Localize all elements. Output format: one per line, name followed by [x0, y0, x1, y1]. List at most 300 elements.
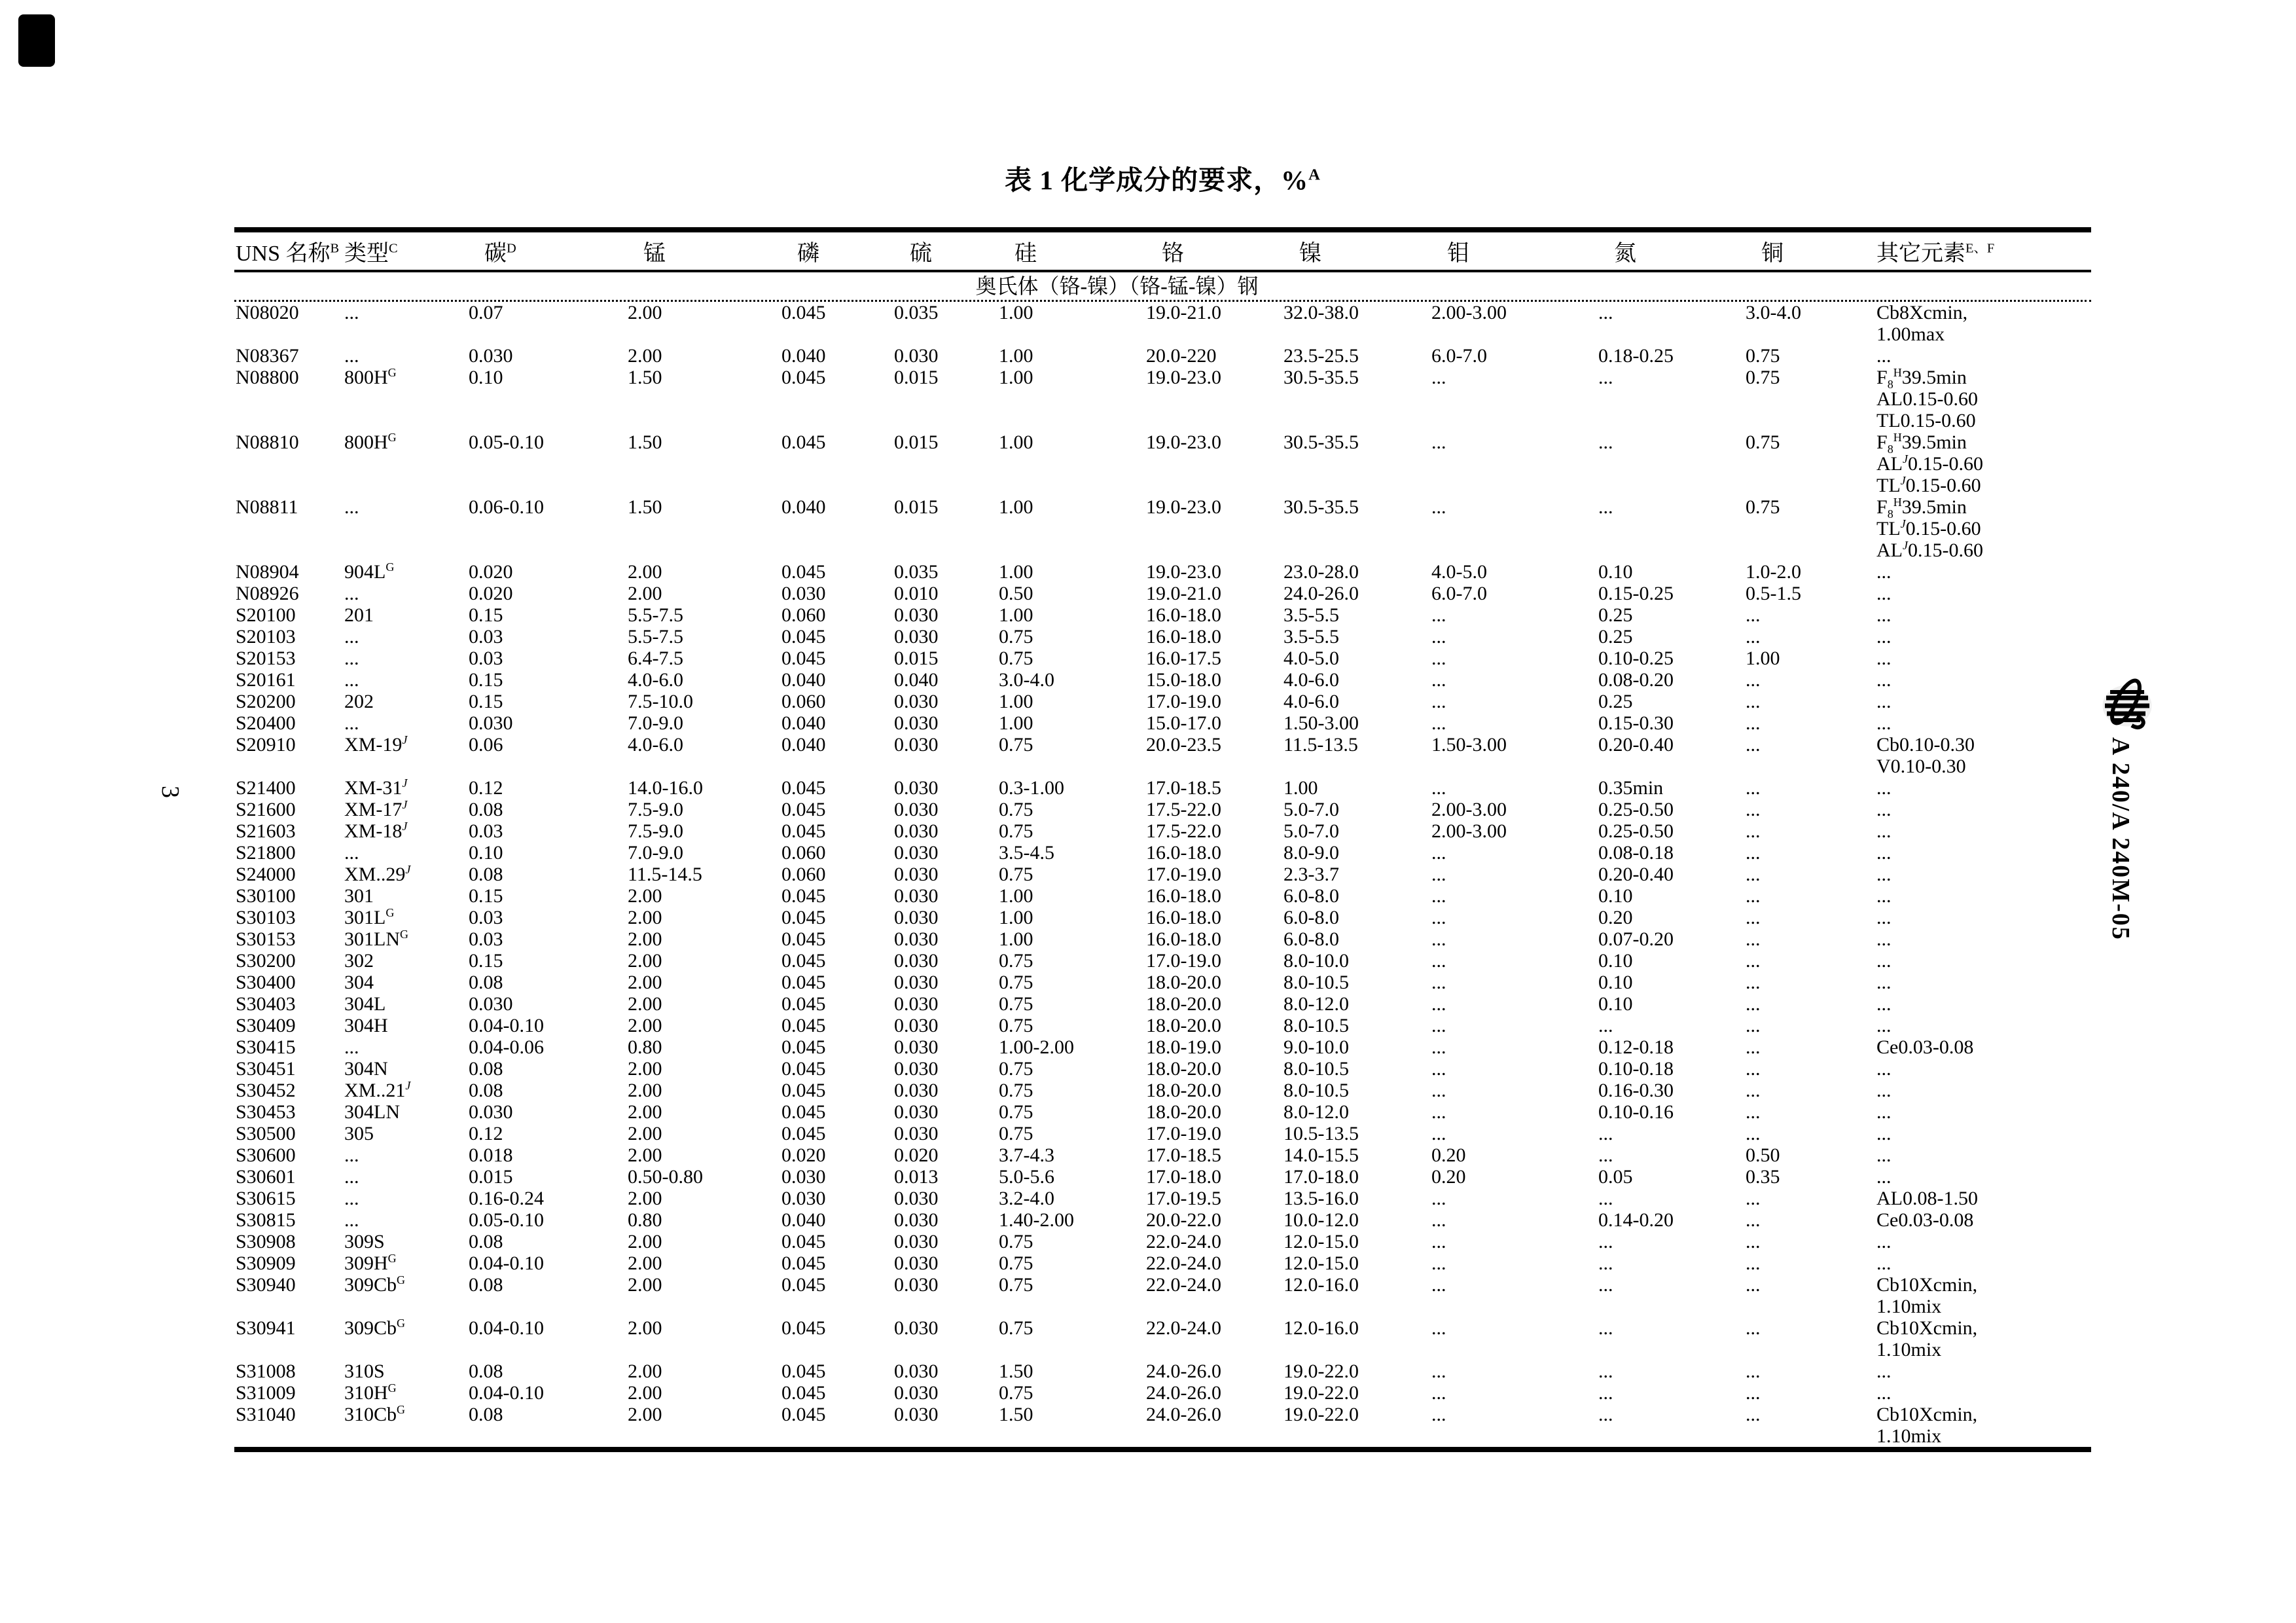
- cell: 24.0-26.0: [1283, 583, 1359, 604]
- cell: ...: [1431, 1101, 1446, 1123]
- cell: 5.5-7.5: [628, 604, 683, 626]
- column-header: 硫: [910, 242, 932, 266]
- cell: ...: [1746, 604, 1761, 626]
- cell: 7.5-9.0: [628, 820, 683, 842]
- cell: ...: [1431, 367, 1446, 388]
- cell: 0.045: [781, 799, 826, 820]
- cell: ...: [1431, 1252, 1446, 1274]
- cell: ...: [1431, 1015, 1446, 1036]
- cell: 0.15: [469, 950, 503, 972]
- cell: [997, 539, 1145, 561]
- cell: 0.030: [894, 626, 939, 647]
- cell: [780, 1296, 893, 1317]
- cell: $800H^G$: [344, 366, 397, 388]
- cell: 2.00: [628, 1080, 662, 1101]
- table-row: [234, 1382, 2091, 1404]
- cell: 18.0-19.0: [1146, 1036, 1221, 1058]
- cell: 0.010: [894, 583, 939, 604]
- cell: 1.00: [999, 302, 1033, 323]
- cell: 17.0-18.5: [1146, 777, 1221, 799]
- cell: $800H^G$: [344, 431, 397, 453]
- cell: 22.0-24.0: [1146, 1231, 1221, 1252]
- cell: [1597, 475, 1744, 496]
- cell: 12.0-16.0: [1283, 1317, 1359, 1339]
- cell: [343, 453, 467, 475]
- cell: 19.0-22.0: [1283, 1382, 1359, 1404]
- cell: 7.0-9.0: [628, 712, 683, 734]
- cell: [893, 453, 997, 475]
- cell: 1.50-3.00: [1431, 734, 1507, 756]
- cell: 4.0-6.0: [1283, 691, 1339, 712]
- cell: 0.045: [781, 928, 826, 950]
- cell: ...: [1876, 647, 1892, 669]
- table-row: [234, 1015, 2091, 1036]
- cell: [1597, 1296, 1744, 1317]
- cell: 0.040: [781, 345, 826, 367]
- cell: S20400: [236, 712, 296, 734]
- table-row: [234, 734, 2091, 756]
- cell: 0.030: [894, 1252, 939, 1274]
- cell: Cb8Xcmin,: [1876, 302, 1968, 323]
- cell: 16.0-18.0: [1146, 907, 1221, 928]
- cell: [467, 539, 626, 561]
- cell: $309Cb^G$: [344, 1273, 406, 1296]
- cell: 6.4-7.5: [628, 647, 683, 669]
- cell: [893, 1296, 997, 1317]
- table-row: [234, 453, 2091, 475]
- cell: 1.00max: [1876, 323, 1945, 345]
- cell: 0.030: [894, 604, 939, 626]
- cell: [1430, 518, 1597, 539]
- cell: ...: [1746, 993, 1761, 1015]
- cell: ...: [1431, 842, 1446, 864]
- cell: 2.00-3.00: [1431, 820, 1507, 842]
- cell: [780, 1425, 893, 1447]
- cell: 4.0-6.0: [628, 669, 683, 691]
- cell: 22.0-24.0: [1146, 1274, 1221, 1296]
- cell: ...: [1746, 928, 1761, 950]
- cell: 0.20-0.40: [1598, 864, 1674, 885]
- cell: 1.10mix: [1876, 1425, 1942, 1447]
- cell: 0.060: [781, 842, 826, 864]
- table-row: [234, 323, 2091, 345]
- cell: [997, 475, 1145, 496]
- cell: ...: [1876, 993, 1892, 1015]
- cell: 0.05-0.10: [469, 431, 544, 453]
- cell: 3.2-4.0: [999, 1188, 1054, 1209]
- cell: 9.0-10.0: [1283, 1036, 1349, 1058]
- cell: 0.10: [1598, 972, 1633, 993]
- cell: S30601: [236, 1166, 296, 1188]
- cell: 22.0-24.0: [1146, 1317, 1221, 1339]
- table-row: [234, 583, 2091, 604]
- cell: [997, 1425, 1145, 1447]
- cell: ...: [1746, 820, 1761, 842]
- cell: ...: [1431, 496, 1446, 518]
- cell: [343, 518, 467, 539]
- cell: [780, 518, 893, 539]
- cell: 310S: [344, 1360, 385, 1382]
- cell: [1282, 453, 1430, 475]
- cell: 16.0-18.0: [1146, 604, 1221, 626]
- table-row: [234, 475, 2091, 496]
- cell: 0.15-0.30: [1598, 712, 1674, 734]
- cell: 17.0-19.0: [1146, 1123, 1221, 1144]
- cell: [626, 453, 780, 475]
- cell: 0.045: [781, 1317, 826, 1339]
- cell: 0.05: [1598, 1166, 1633, 1188]
- table-row: [234, 302, 2091, 323]
- cell: 0.20: [1431, 1166, 1466, 1188]
- cell: $XM-17^J$: [344, 798, 408, 820]
- cell: [997, 410, 1145, 431]
- cell: ...: [344, 302, 359, 323]
- cell: [893, 388, 997, 410]
- cell: 1.50: [628, 431, 662, 453]
- cell: 2.00: [628, 1274, 662, 1296]
- cell: ...: [1431, 1209, 1446, 1231]
- cell: ...: [1431, 907, 1446, 928]
- cell: [1597, 453, 1744, 475]
- cell: 0.75: [999, 1058, 1033, 1080]
- cell: [343, 539, 467, 561]
- cell: N08800: [236, 367, 299, 388]
- cell: 1.50: [999, 1404, 1033, 1425]
- cell: 6.0-7.0: [1431, 583, 1487, 604]
- cell: 0.040: [894, 669, 939, 691]
- cell: 0.030: [894, 1188, 939, 1209]
- cell: 13.5-16.0: [1283, 1188, 1359, 1209]
- cell: 0.12: [469, 1123, 503, 1144]
- cell: S20161: [236, 669, 296, 691]
- table-row: [234, 647, 2091, 669]
- cell: [780, 1339, 893, 1360]
- cell: ...: [1876, 1080, 1892, 1101]
- cell: ...: [1598, 1252, 1613, 1274]
- cell: 0.045: [781, 1080, 826, 1101]
- cell: 1.00: [999, 691, 1033, 712]
- cell: [1145, 453, 1282, 475]
- cell: 0.04-0.10: [469, 1252, 544, 1274]
- cell: 0.75: [999, 799, 1033, 820]
- cell: 7.0-9.0: [628, 842, 683, 864]
- cell: [343, 410, 467, 431]
- cell: ...: [344, 496, 359, 518]
- cell: ...: [1431, 928, 1446, 950]
- table-row: [234, 712, 2091, 734]
- cell: 0.06: [469, 734, 503, 756]
- cell: 0.50: [999, 583, 1033, 604]
- cell: S30600: [236, 1144, 296, 1166]
- cell: [1744, 756, 1875, 777]
- cell: S21400: [236, 777, 296, 799]
- cell: 0.16-0.24: [469, 1188, 544, 1209]
- cell: 2.00: [628, 885, 662, 907]
- cell: 2.3-3.7: [1283, 864, 1339, 885]
- cell: 19.0-23.0: [1146, 496, 1221, 518]
- column-header: 类型$^C$: [344, 241, 398, 266]
- table-row: [234, 1425, 2091, 1447]
- astm-logo-stamp: [2101, 676, 2153, 732]
- cell: 0.035: [894, 302, 939, 323]
- cell: ...: [1746, 1123, 1761, 1144]
- cell: 0.04-0.10: [469, 1015, 544, 1036]
- cell: 17.0-19.0: [1146, 691, 1221, 712]
- cell: 12.0-15.0: [1283, 1231, 1359, 1252]
- cell: S30200: [236, 950, 296, 972]
- cell: [893, 1339, 997, 1360]
- table-row: [234, 1058, 2091, 1080]
- cell: ...: [1598, 1382, 1613, 1404]
- cell: S30451: [236, 1058, 296, 1080]
- cell: TL0.15-0.60: [1876, 410, 1976, 431]
- cell: ...: [1876, 583, 1892, 604]
- cell: [234, 388, 343, 410]
- cell: 1.10mix: [1876, 1296, 1942, 1317]
- cell: 22.0-24.0: [1146, 1252, 1221, 1274]
- cell: $XM..21^J$: [344, 1079, 411, 1101]
- cell: 0.15: [469, 669, 503, 691]
- cell: [780, 410, 893, 431]
- cell: 1.50: [628, 496, 662, 518]
- cell: [234, 1425, 343, 1447]
- table-row: [234, 1123, 2091, 1144]
- cell: 0.045: [781, 1036, 826, 1058]
- cell: 0.030: [894, 1123, 939, 1144]
- cell: ...: [1876, 604, 1892, 626]
- cell: 1.00: [999, 712, 1033, 734]
- cell: 0.80: [628, 1209, 662, 1231]
- cell: 0.15: [469, 885, 503, 907]
- cell: [997, 1296, 1145, 1317]
- cell: ...: [1746, 1382, 1761, 1404]
- cell: 0.10: [469, 367, 503, 388]
- cell: ...: [1746, 1274, 1761, 1296]
- cell: ...: [1431, 604, 1446, 626]
- cell: ...: [1876, 1252, 1892, 1274]
- table-row: [234, 1339, 2091, 1360]
- cell: 0.045: [781, 885, 826, 907]
- cell: 0.75: [999, 734, 1033, 756]
- cell: [1145, 1339, 1282, 1360]
- cell: 0.060: [781, 864, 826, 885]
- cell: 0.015: [894, 367, 939, 388]
- cell: [234, 323, 343, 345]
- cell: [234, 756, 343, 777]
- cell: 17.0-18.0: [1146, 1166, 1221, 1188]
- cell: 0.08: [469, 972, 503, 993]
- cell: 18.0-20.0: [1146, 1058, 1221, 1080]
- table-row: [234, 1144, 2091, 1166]
- column-header: UNS 名称$^B$: [236, 241, 340, 266]
- table-row: [234, 604, 2091, 626]
- column-header: 其它元素$^{E、F}$: [1876, 241, 1995, 266]
- table-row: [234, 864, 2091, 885]
- cell: 201: [344, 604, 374, 626]
- cell: 17.0-19.0: [1146, 950, 1221, 972]
- cell: 14.0-16.0: [628, 777, 703, 799]
- cell: 18.0-20.0: [1146, 1080, 1221, 1101]
- cell: 0.75: [999, 950, 1033, 972]
- cell: ...: [1431, 1231, 1446, 1252]
- cell: ...: [1598, 431, 1613, 453]
- cell: S30908: [236, 1231, 296, 1252]
- cell: $AL^J0.15-0.60$: [1876, 452, 1983, 475]
- cell: ...: [1431, 712, 1446, 734]
- cell: 2.00: [628, 561, 662, 583]
- table-row: [234, 539, 2091, 561]
- cell: 16.0-18.0: [1146, 885, 1221, 907]
- cell: ...: [1876, 820, 1892, 842]
- cell: [893, 1425, 997, 1447]
- cell: 0.045: [781, 1101, 826, 1123]
- cell: Cb0.10-0.30: [1876, 734, 1975, 756]
- cell: [1597, 539, 1744, 561]
- cell: 0.045: [781, 1252, 826, 1274]
- chemical-composition-table: [234, 227, 2091, 1452]
- cell: [1744, 1296, 1875, 1317]
- cell: 0.75: [1746, 367, 1780, 388]
- cell: 8.0-10.5: [1283, 1058, 1349, 1080]
- cell: ...: [1431, 1036, 1446, 1058]
- cell: [234, 518, 343, 539]
- cell: [343, 388, 467, 410]
- cell: ...: [1746, 972, 1761, 993]
- cell: 16.0-18.0: [1146, 842, 1221, 864]
- steel-group-header: 奥氏体（铬-镍）（铬-锰-镍）钢: [975, 274, 1259, 298]
- cell: ...: [1431, 647, 1446, 669]
- cell: ...: [1598, 496, 1613, 518]
- table-row: [234, 518, 2091, 539]
- cell: 1.00: [999, 928, 1033, 950]
- cell: [1430, 539, 1597, 561]
- cell: 20.0-23.5: [1146, 734, 1221, 756]
- cell: 0.030: [894, 1404, 939, 1425]
- cell: [234, 475, 343, 496]
- cell: 18.0-20.0: [1146, 1015, 1221, 1036]
- cell: $309H^G$: [344, 1252, 397, 1274]
- cell: 0.015: [894, 496, 939, 518]
- cell: 17.0-19.0: [1146, 864, 1221, 885]
- cell: 2.00: [628, 1188, 662, 1209]
- table-row: [234, 756, 2091, 777]
- cell: 11.5-14.5: [628, 864, 702, 885]
- cell: 0.3-1.00: [999, 777, 1064, 799]
- cell: 16.0-18.0: [1146, 626, 1221, 647]
- cell: 1.50: [628, 367, 662, 388]
- cell: ...: [344, 626, 359, 647]
- cell: 0.04-0.10: [469, 1317, 544, 1339]
- cell: ...: [344, 842, 359, 864]
- cell: 0.50-0.80: [628, 1166, 703, 1188]
- table-row: [234, 410, 2091, 431]
- cell: [467, 475, 626, 496]
- cell: 0.020: [781, 1144, 826, 1166]
- cell: 18.0-20.0: [1146, 993, 1221, 1015]
- cell: ...: [1598, 1231, 1613, 1252]
- cell: 0.030: [894, 799, 939, 820]
- cell: ...: [1876, 1123, 1892, 1144]
- cell: $F_8^H39.5\min$: [1876, 366, 1967, 391]
- cell: ...: [1746, 626, 1761, 647]
- cell: [234, 410, 343, 431]
- cell: 0.75: [999, 1274, 1033, 1296]
- cell: [1145, 1425, 1282, 1447]
- cell: ...: [1746, 907, 1761, 928]
- cell: ...: [1746, 1080, 1761, 1101]
- table-row: [234, 950, 2091, 972]
- column-header: 钼: [1447, 242, 1469, 266]
- cell: 30.5-35.5: [1283, 367, 1359, 388]
- cell: [893, 410, 997, 431]
- cell: 15.0-17.0: [1146, 712, 1221, 734]
- cell: S30103: [236, 907, 296, 928]
- cell: [1145, 475, 1282, 496]
- cell: 0.07: [469, 302, 503, 323]
- cell: ...: [1876, 345, 1892, 367]
- cell: 0.030: [894, 842, 939, 864]
- cell: $301LN^G$: [344, 928, 408, 950]
- column-header: 锰: [643, 242, 666, 266]
- table-row: [234, 1080, 2091, 1101]
- cell: Cb10Xcmin,: [1876, 1404, 1978, 1425]
- cell: ...: [1876, 561, 1892, 583]
- cell: 0.030: [894, 1015, 939, 1036]
- cell: [1430, 1296, 1597, 1317]
- cell: 0.10: [469, 842, 503, 864]
- cell: 0.040: [781, 496, 826, 518]
- cell: 0.12-0.18: [1598, 1036, 1674, 1058]
- cell: [626, 410, 780, 431]
- cell: $XM-31^J$: [344, 776, 408, 799]
- cell: S30153: [236, 928, 296, 950]
- cell: 0.018: [469, 1144, 513, 1166]
- cell: [467, 388, 626, 410]
- cell: 0.030: [894, 1101, 939, 1123]
- column-header: 铜: [1761, 242, 1784, 266]
- cell: 17.0-18.0: [1283, 1166, 1359, 1188]
- cell: 0.045: [781, 1404, 826, 1425]
- cell: 0.030: [894, 820, 939, 842]
- table-row: [234, 799, 2091, 820]
- cell: 1.00: [999, 496, 1033, 518]
- cell: 1.00: [999, 345, 1033, 367]
- cell: [1282, 756, 1430, 777]
- cell: ...: [1746, 885, 1761, 907]
- cell: 0.030: [781, 1188, 826, 1209]
- cell: [1145, 388, 1282, 410]
- cell: N08811: [236, 496, 298, 518]
- cell: [343, 1425, 467, 1447]
- cell: ...: [1876, 1231, 1892, 1252]
- cell: $XM-18^J$: [344, 820, 408, 842]
- cell: 0.030: [894, 885, 939, 907]
- cell: [1430, 453, 1597, 475]
- cell: 0.05-0.10: [469, 1209, 544, 1231]
- cell: 0.75: [999, 1015, 1033, 1036]
- cell: ...: [1431, 669, 1446, 691]
- cell: ...: [1598, 1015, 1613, 1036]
- cell: [780, 539, 893, 561]
- cell: ...: [1598, 1274, 1613, 1296]
- cell: 2.00: [628, 302, 662, 323]
- cell: 0.015: [469, 1166, 513, 1188]
- cell: ...: [1598, 1188, 1613, 1209]
- cell: Cb10Xcmin,: [1876, 1274, 1978, 1296]
- column-header: 碳$^D$: [484, 241, 516, 266]
- cell: 8.0-12.0: [1283, 1101, 1349, 1123]
- cell: [1744, 518, 1875, 539]
